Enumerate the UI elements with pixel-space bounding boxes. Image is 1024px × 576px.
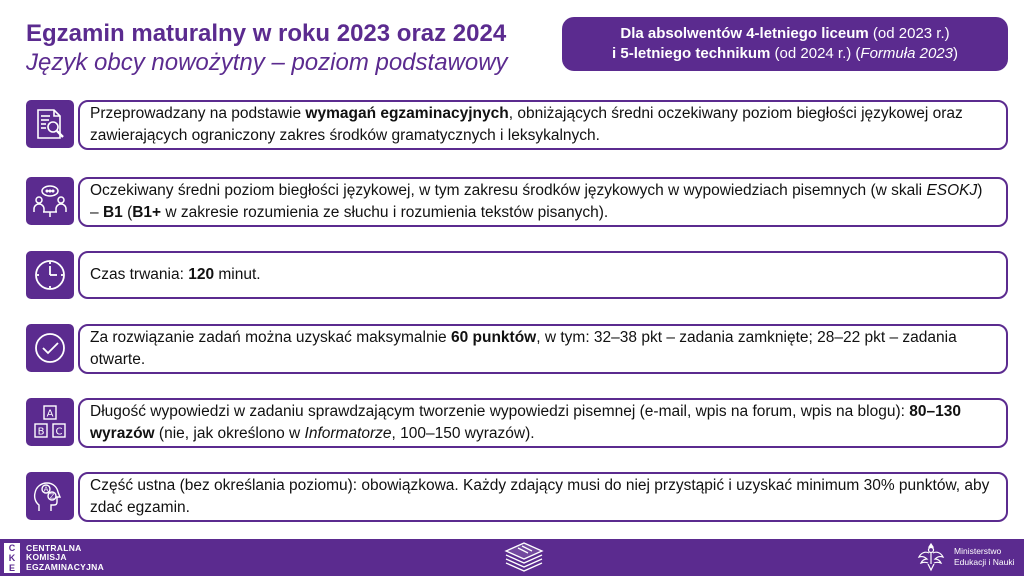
cke-line: CENTRALNA: [26, 542, 82, 553]
info-text-points: [78, 324, 1008, 374]
badge-line1: [562, 24, 1008, 44]
info-text-word-count: [78, 398, 1008, 448]
cke-line: KOMISJA: [26, 552, 67, 563]
badge-line1-rest: (od 2023 r.): [868, 25, 950, 42]
cke-mark-letter: C: [8, 543, 16, 553]
speaking-head-icon: [26, 472, 74, 520]
cke-logo-text: [26, 544, 104, 573]
text-segment: Długość wypowiedzi w zadaniu sprawdzającym tworzenie wypowiedzi pisemnej (e-mail, wpis na forum, wpis na blogu):: [90, 403, 910, 420]
badge-line2-bold: i 5-letniego technikum: [612, 45, 771, 62]
checkmark-circle-icon: [26, 324, 74, 372]
text-segment: minut.: [214, 266, 261, 283]
info-text-proficiency: [78, 177, 1008, 227]
stacked-layers-logo-icon: [498, 540, 550, 576]
block-letter: A: [46, 408, 54, 420]
text-segment: , 100–150 wyrazów).: [391, 425, 535, 442]
text-italic: Informatorze: [304, 425, 392, 442]
footer-bar: [0, 539, 1024, 576]
text-segment: (: [122, 204, 133, 221]
text-segment: Oczekiwany średni poziom biegłości językowej, w tym zakresu środków językowych w wypowiedziach pisemnych (w skali: [90, 182, 927, 199]
info-row-proficiency: [26, 177, 1008, 227]
info-text-requirements: [78, 100, 1008, 150]
text-segment: Za rozwiązanie zadań można uzyskać maksymalnie: [90, 329, 451, 346]
formula-badge: [562, 17, 1008, 71]
text-segment: Czas trwania:: [90, 266, 189, 283]
cke-mark-letter: K: [8, 553, 16, 563]
title-block: [26, 20, 508, 77]
men-line: Ministerstwo: [954, 546, 1002, 556]
cke-logo-mark: [4, 543, 20, 573]
page-title: Egzamin maturalny w roku 2023 oraz 2024: [26, 20, 507, 47]
block-letter: B: [37, 426, 45, 438]
conversation-people-icon: [26, 177, 74, 225]
document-magnifier-icon: [26, 100, 74, 148]
info-row-word-count: [26, 398, 1008, 448]
cke-mark-letter: E: [8, 563, 15, 573]
info-row-requirements: [26, 100, 1008, 150]
badge-line2-rest: (od 2024 r.) (: [770, 45, 861, 62]
abc-blocks-icon: [26, 398, 74, 446]
text-italic: ESOKJ: [926, 182, 978, 199]
text-segment: (nie, jak określono w: [154, 425, 305, 442]
text-segment: Część ustna (bez określania poziomu): obowiązkowa. Każdy zdający musi do niej przystąpić i uzyskać minimum 30% punktów, aby zdać egzamin.: [90, 477, 990, 516]
text-bold: wymagań egzaminacyjnych: [305, 105, 509, 122]
clock-icon: [26, 251, 74, 299]
text-bold: B1: [102, 204, 123, 221]
block-letter: C: [55, 426, 63, 438]
badge-line2: [562, 44, 1008, 64]
men-logo-text: [954, 546, 1014, 568]
text-segment: , obniżających średni oczekiwany poziom biegłości językowej oraz zawierających ograniczony zakres środków gramatycznych i leksykalnych.: [90, 105, 963, 144]
text-segment: , w tym: 32–38 pkt – zadania zamknięte; 28–22 pkt – zadania otwarte.: [90, 329, 957, 368]
text-segment: w zakresie rozumienia ze słuchu i rozumienia tekstów pisanych).: [161, 204, 609, 221]
text-segment: ) –: [90, 182, 983, 221]
text-bold: B1+: [132, 204, 162, 221]
bubble-letter: Z: [49, 492, 55, 501]
info-row-duration: [26, 251, 1008, 299]
text-bold: 80–130 wyrazów: [90, 403, 961, 442]
info-row-points: [26, 324, 1008, 374]
badge-line2-italic: Formuła 2023: [860, 45, 953, 62]
page-subtitle: Język obcy nowożytny – poziom podstawowy: [26, 49, 508, 76]
info-text-oral: [78, 472, 1008, 522]
text-bold: 60 punktów: [450, 329, 537, 346]
badge-line2-end: ): [952, 45, 958, 62]
cke-logo: [4, 543, 104, 573]
eagle-emblem-icon: [916, 541, 946, 573]
info-row-oral: [26, 472, 1008, 522]
badge-line1-bold: Dla absolwentów 4-letniego liceum: [620, 25, 869, 42]
text-bold: 120: [188, 266, 215, 283]
bubble-letter: A: [43, 485, 49, 494]
text-segment: Przeprowadzany na podstawie: [90, 105, 306, 122]
cke-line: EGZAMINACYJNA: [26, 561, 105, 572]
info-text-duration: [78, 251, 1008, 299]
men-logo: [916, 541, 1014, 573]
men-line: Edukacji i Nauki: [954, 557, 1015, 567]
